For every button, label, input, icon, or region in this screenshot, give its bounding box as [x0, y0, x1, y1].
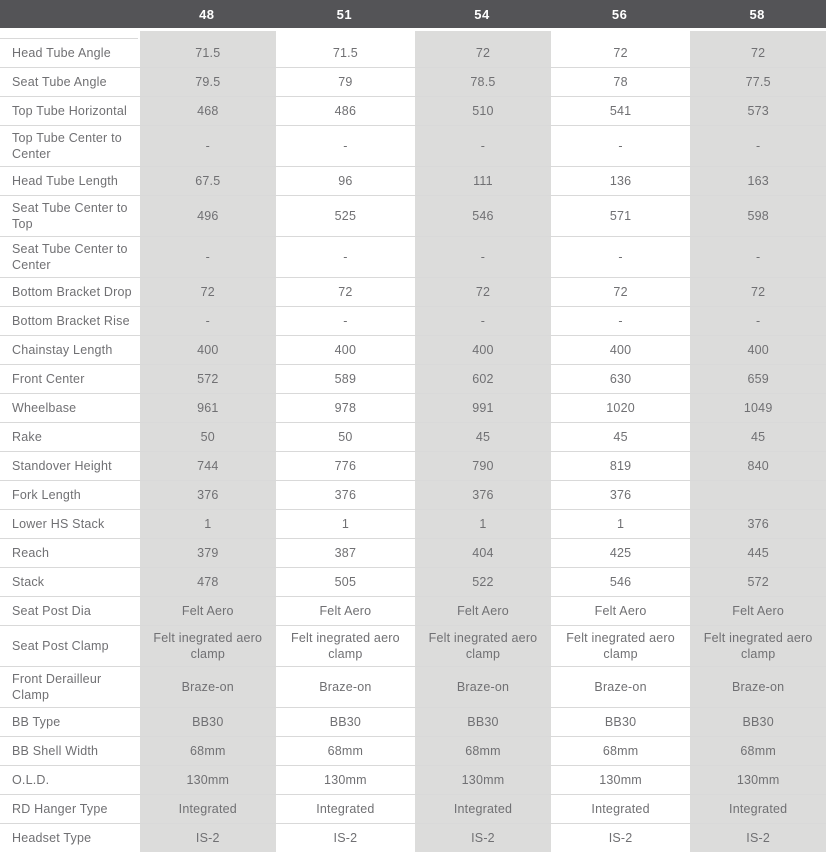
spec-row [0, 195, 826, 236]
spec-cell: 71.5 [276, 39, 414, 67]
spec-cell: 72 [551, 39, 689, 67]
spec-cell: - [551, 126, 689, 166]
spec-cell: 505 [276, 568, 414, 596]
spec-cell: 659 [688, 365, 826, 393]
spec-row [0, 625, 826, 666]
spec-cell: 68mm [413, 737, 551, 765]
spec-cell: 1 [413, 510, 551, 538]
spec-cell: BB30 [138, 708, 276, 736]
spec-cell: 71.5 [138, 39, 276, 67]
spec-cell: Felt inegrated aero clamp [276, 626, 414, 666]
spec-row [0, 335, 826, 364]
row-label: Head Tube Angle [12, 46, 111, 60]
spec-cell: Braze-on [276, 667, 414, 707]
size-column-header: 56 [611, 6, 628, 22]
spec-cell: Felt inegrated aero clamp [551, 626, 689, 666]
spec-row [0, 236, 826, 277]
spec-cell: 72 [413, 278, 551, 306]
spec-cell: Integrated [138, 795, 276, 823]
spec-cell: Integrated [551, 795, 689, 823]
spec-row [0, 166, 826, 195]
row-label: Headset Type [12, 831, 92, 845]
spec-cell: IS-2 [276, 824, 414, 852]
spec-cell: - [688, 126, 826, 166]
spec-cell: Felt Aero [688, 597, 826, 625]
spec-cell: 776 [276, 452, 414, 480]
spec-row [0, 765, 826, 794]
spec-cell: 1049 [688, 394, 826, 422]
spec-cell: 525 [276, 196, 414, 236]
size-header-row [0, 0, 826, 28]
spec-row [0, 567, 826, 596]
spec-cell [688, 481, 826, 509]
spec-cell: 400 [138, 336, 276, 364]
spec-row [0, 422, 826, 451]
row-label: O.L.D. [12, 773, 50, 787]
spec-cell: IS-2 [413, 824, 551, 852]
spec-cell: 136 [551, 167, 689, 195]
spec-cell: 50 [138, 423, 276, 451]
header-gap-label [0, 31, 138, 39]
spec-cell: Integrated [413, 795, 551, 823]
spec-cell: Felt inegrated aero clamp [138, 626, 276, 666]
spec-cell: 496 [138, 196, 276, 236]
spec-cell: 72 [276, 278, 414, 306]
spec-cell: 1 [276, 510, 414, 538]
spec-cell: - [138, 307, 276, 335]
row-label: BB Shell Width [12, 744, 99, 758]
spec-cell: 72 [688, 39, 826, 67]
spec-cell: 387 [276, 539, 414, 567]
spec-cell: Braze-on [688, 667, 826, 707]
spec-cell: BB30 [413, 708, 551, 736]
spec-cell: 445 [688, 539, 826, 567]
spec-cell: 486 [276, 97, 414, 125]
row-label: Bottom Bracket Drop [12, 285, 132, 299]
spec-cell: 96 [276, 167, 414, 195]
spec-cell: 130mm [551, 766, 689, 794]
row-label: Standover Height [12, 459, 112, 473]
spec-cell: Integrated [688, 795, 826, 823]
header-gap-cell [551, 31, 689, 39]
header-gap-cell [138, 31, 276, 39]
spec-cell: 840 [688, 452, 826, 480]
spec-cell: - [276, 307, 414, 335]
spec-cell: - [413, 126, 551, 166]
spec-cell: 630 [551, 365, 689, 393]
spec-cell: IS-2 [551, 824, 689, 852]
spec-cell: 598 [688, 196, 826, 236]
spec-cell: 573 [688, 97, 826, 125]
row-label: Front Center [12, 372, 85, 386]
row-label: Seat Tube Angle [12, 75, 107, 89]
spec-cell: Braze-on [413, 667, 551, 707]
spec-row [0, 451, 826, 480]
spec-row [0, 596, 826, 625]
spec-row [0, 480, 826, 509]
spec-cell: 1 [138, 510, 276, 538]
row-label: Top Tube Center to Center [12, 131, 122, 161]
spec-cell: Braze-on [138, 667, 276, 707]
spec-row [0, 96, 826, 125]
spec-cell: - [276, 126, 414, 166]
spec-row [0, 736, 826, 765]
spec-cell: - [413, 237, 551, 277]
spec-row [0, 509, 826, 538]
spec-cell: 79 [276, 68, 414, 96]
row-label: Chainstay Length [12, 343, 113, 357]
row-label: Seat Tube Center to Center [12, 242, 128, 272]
row-label: Front Derailleur Clamp [12, 672, 102, 702]
spec-cell: 819 [551, 452, 689, 480]
spec-cell: 77.5 [688, 68, 826, 96]
row-label: RD Hanger Type [12, 802, 108, 816]
spec-row [0, 38, 826, 67]
spec-row [0, 67, 826, 96]
spec-cell: 978 [276, 394, 414, 422]
spec-cell: 404 [413, 539, 551, 567]
spec-cell: 991 [413, 394, 551, 422]
spec-cell: 478 [138, 568, 276, 596]
spec-row [0, 393, 826, 422]
spec-cell: Felt Aero [413, 597, 551, 625]
spec-cell: - [138, 237, 276, 277]
spec-cell: 68mm [688, 737, 826, 765]
spec-cell: 72 [688, 278, 826, 306]
header-gap-cell [276, 31, 414, 39]
spec-cell: 45 [551, 423, 689, 451]
row-label: Rake [12, 430, 42, 444]
spec-cell: 744 [138, 452, 276, 480]
spec-cell: - [551, 237, 689, 277]
spec-cell: - [551, 307, 689, 335]
spec-row [0, 364, 826, 393]
spec-cell: 602 [413, 365, 551, 393]
row-label: Stack [12, 575, 45, 589]
spec-cell: BB30 [688, 708, 826, 736]
size-column-header: 54 [474, 6, 490, 22]
spec-cell: - [688, 237, 826, 277]
row-label: BB Type [12, 715, 61, 729]
spec-cell: 111 [413, 167, 551, 195]
spec-cell: Felt Aero [276, 597, 414, 625]
spec-cell: 376 [688, 510, 826, 538]
spec-cell: 1 [551, 510, 689, 538]
spec-cell: Felt inegrated aero clamp [413, 626, 551, 666]
spec-cell: 541 [551, 97, 689, 125]
spec-cell: IS-2 [688, 824, 826, 852]
spec-cell: 571 [551, 196, 689, 236]
spec-cell: - [138, 126, 276, 166]
row-label: Seat Tube Center to Top [12, 201, 128, 231]
spec-cell: 78 [551, 68, 689, 96]
spec-cell: 589 [276, 365, 414, 393]
spec-cell: 468 [138, 97, 276, 125]
spec-cell: 376 [413, 481, 551, 509]
header-gap-cell [688, 31, 826, 39]
spec-cell: 376 [276, 481, 414, 509]
spec-cell: 67.5 [138, 167, 276, 195]
spec-cell: 130mm [276, 766, 414, 794]
size-column-header: 58 [749, 6, 765, 22]
spec-cell: 400 [688, 336, 826, 364]
spec-rows [0, 38, 826, 852]
row-label: Reach [12, 546, 50, 560]
spec-cell: 50 [276, 423, 414, 451]
spec-cell: 72 [551, 278, 689, 306]
spec-row [0, 707, 826, 736]
spec-cell: 163 [688, 167, 826, 195]
spec-cell: 425 [551, 539, 689, 567]
spec-cell: 376 [138, 481, 276, 509]
row-label: Seat Post Clamp [12, 639, 109, 653]
spec-cell: 546 [413, 196, 551, 236]
spec-cell: 79.5 [138, 68, 276, 96]
spec-cell: 68mm [138, 737, 276, 765]
row-label: Top Tube Horizontal [12, 104, 127, 118]
spec-cell: 130mm [413, 766, 551, 794]
spec-cell: - [276, 237, 414, 277]
row-label: Lower HS Stack [12, 517, 105, 531]
spec-cell: IS-2 [138, 824, 276, 852]
spec-cell: 961 [138, 394, 276, 422]
header-gap-cell [413, 31, 551, 39]
spec-row [0, 823, 826, 852]
spec-cell: 1020 [551, 394, 689, 422]
row-label: Wheelbase [12, 401, 77, 415]
spec-cell: - [688, 307, 826, 335]
size-column-header: 51 [336, 6, 353, 22]
spec-row [0, 794, 826, 823]
spec-cell: 68mm [551, 737, 689, 765]
spec-cell: 510 [413, 97, 551, 125]
spec-row [0, 277, 826, 306]
header-gap-row [0, 31, 826, 38]
spec-cell: 130mm [688, 766, 826, 794]
spec-cell: 379 [138, 539, 276, 567]
spec-cell: Felt Aero [138, 597, 276, 625]
spec-cell: 790 [413, 452, 551, 480]
spec-row [0, 306, 826, 335]
spec-cell: 546 [551, 568, 689, 596]
spec-cell: BB30 [276, 708, 414, 736]
spec-cell: Braze-on [551, 667, 689, 707]
spec-cell: Integrated [276, 795, 414, 823]
spec-cell: 400 [276, 336, 414, 364]
spec-cell: 400 [551, 336, 689, 364]
spec-cell: 376 [551, 481, 689, 509]
spec-row [0, 125, 826, 166]
spec-cell: 78.5 [413, 68, 551, 96]
spec-cell: 572 [138, 365, 276, 393]
row-label: Bottom Bracket Rise [12, 314, 130, 328]
spec-cell: Felt inegrated aero clamp [688, 626, 826, 666]
spec-cell: 45 [413, 423, 551, 451]
spec-row [0, 666, 826, 707]
spec-cell: 45 [688, 423, 826, 451]
spec-cell: 522 [413, 568, 551, 596]
spec-cell: 130mm [138, 766, 276, 794]
spec-cell: Felt Aero [551, 597, 689, 625]
spec-row [0, 538, 826, 567]
row-label: Fork Length [12, 488, 81, 502]
row-label: Seat Post Dia [12, 604, 92, 618]
row-label: Head Tube Length [12, 174, 119, 188]
spec-cell: 72 [413, 39, 551, 67]
spec-cell: 572 [688, 568, 826, 596]
spec-cell: 68mm [276, 737, 414, 765]
spec-cell: 400 [413, 336, 551, 364]
size-column-header: 48 [199, 6, 215, 22]
spec-cell: 72 [138, 278, 276, 306]
spec-cell: BB30 [551, 708, 689, 736]
spec-cell: - [413, 307, 551, 335]
